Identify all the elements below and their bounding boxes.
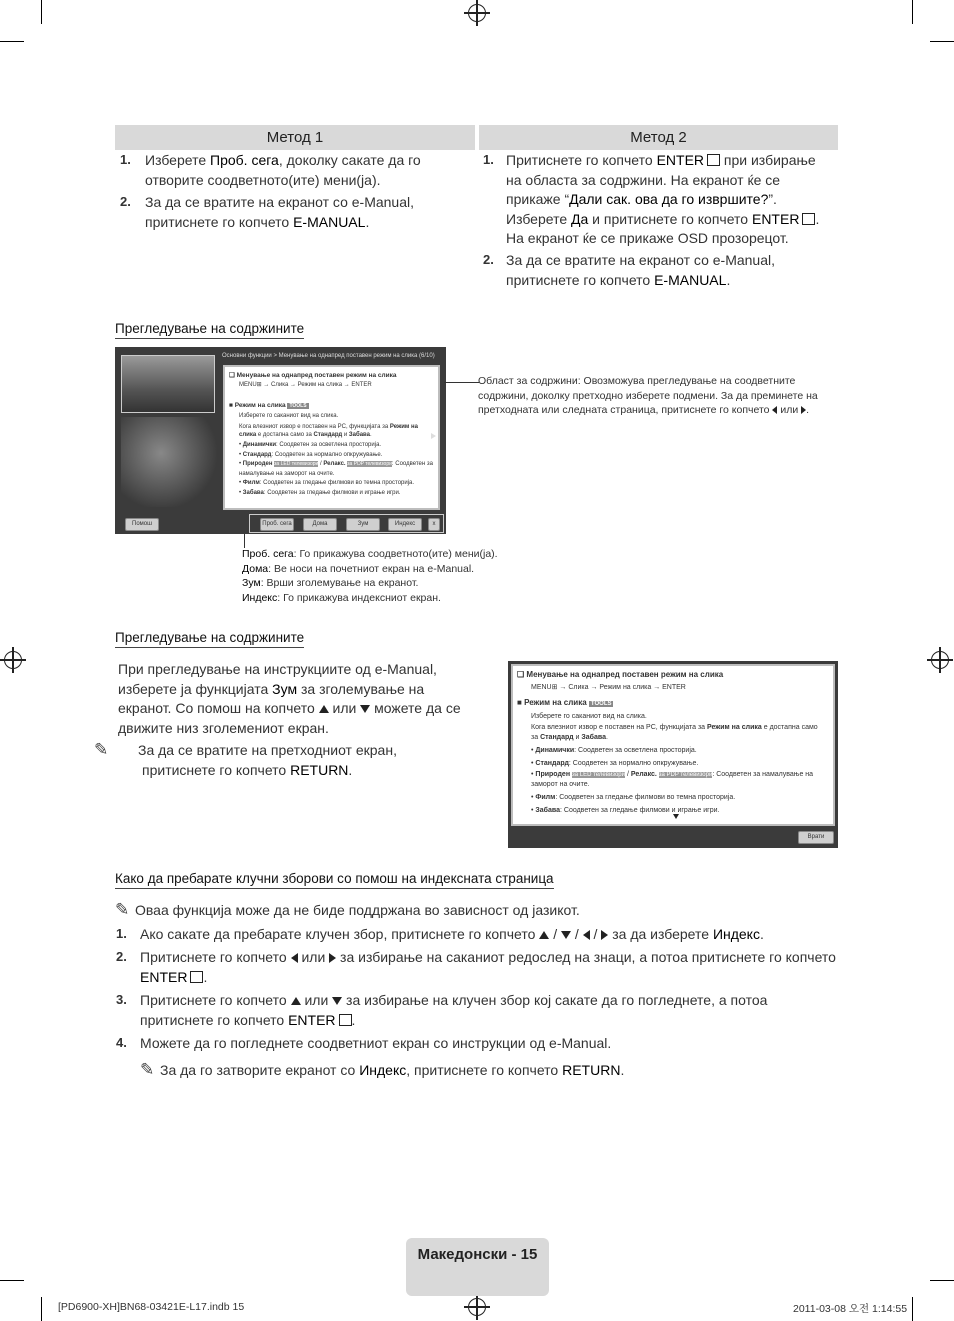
select-text: Изберете го саканиот вид на слика.	[239, 413, 339, 419]
index-step4: Можете да го погледнете соодветниот екран со инструкции од e-Manual.	[140, 1035, 612, 1051]
close-index-note: ✎ За да го затворите екранот со Индекс, притиснете го копчето RETURN.	[140, 1060, 625, 1079]
index-button[interactable]: Индекс	[388, 518, 422, 531]
crop-mark	[912, 0, 913, 24]
up-arrow-icon	[539, 931, 549, 939]
zoom-button[interactable]: Зум	[346, 518, 380, 531]
button-legend: Проб. сега: Го прикажува соодветното(ите) мени(ја). Дома: Ве носи на почетниот екран на e-Manual. Зум: Врши зголемување на екранот. Индекс: Го прикажува индексниот екран.	[242, 548, 498, 605]
index-step1: Ако сакате да пребарате клучен збор, притиснете го копчето / / / за да изберете Индекс.	[140, 926, 764, 942]
chevron-right-icon[interactable]	[431, 433, 436, 439]
article-title: ❑ Менување на однапред поставен режим на слика	[229, 372, 397, 379]
index-step2: Притиснете го копчето или за избирање на саканиот редослед на знаци, а потоа притиснете го копчето ENTER .	[140, 949, 836, 985]
content-area-description: Област за содржини: Овозможува прегледување на соодветните содржини, доколку претходно изберете подмени. За да преминете на претходната или следната страница, притиснете го копчето или .	[478, 375, 818, 416]
note-icon: ✎	[140, 1060, 155, 1079]
step-number: 4.	[116, 1035, 127, 1050]
pc-note: Кога влезниот извор е поставен на PC, функцијата за Режим на слика е достапна само за Стандард и Забава.	[531, 724, 818, 741]
crop-mark	[930, 41, 954, 42]
step-number: 1.	[116, 926, 127, 941]
page-number-label: Македонски - 15	[406, 1238, 549, 1296]
enter-icon	[707, 154, 720, 166]
photo-thumbnail	[121, 355, 215, 413]
footer-timestamp: 2011-03-08 오전 1:14:55	[793, 1303, 908, 1315]
callout-line	[444, 382, 479, 383]
registration-mark-icon	[468, 1298, 486, 1316]
method2-heading: Метод 2	[479, 125, 838, 150]
registration-mark-icon	[931, 651, 949, 669]
home-button[interactable]: Дома	[303, 518, 337, 531]
pc-note: Кога влезниот извор е поставен на PC, функцијата за Режим на слика е достапна само за Стандард и Забава.	[239, 424, 418, 438]
enter-icon	[802, 213, 815, 225]
select-text: Изберете го саканиот вид на слика.	[531, 713, 647, 720]
method2-step1: Притиснете го копчето ENTER при избирање на областа за содржини. На екранот ќе се прикаже “Дали сак. ова да го извршите?”. Изберете Да и притиснете го копчето ENTER . На екранот ќе се прикаже OSD прозорецот.	[506, 152, 820, 246]
step-number: 2.	[116, 949, 127, 964]
menu-path: MENU⊞ → Слика → Режим на слика → ENTER	[531, 684, 686, 691]
crop-mark	[41, 1297, 42, 1321]
zoomed-screen	[508, 661, 838, 848]
up-arrow-icon	[291, 997, 301, 1005]
try-now-button[interactable]: Проб. сега	[260, 518, 294, 531]
down-arrow-icon	[561, 931, 571, 939]
step-number: 2.	[120, 194, 131, 209]
emanual-screen	[115, 347, 446, 534]
step-number: 1.	[483, 152, 494, 167]
left-arrow-icon	[291, 953, 298, 963]
up-arrow-icon	[319, 705, 329, 713]
picture-mode: ■ Режим на слика TOOLS	[517, 698, 612, 707]
tv-illustration	[121, 417, 221, 507]
right-arrow-icon	[801, 406, 806, 414]
back-button[interactable]: Врати	[798, 831, 834, 844]
help-button[interactable]: Помош	[125, 518, 159, 531]
section-title: Како да пребарате клучни зборови со помош на индексната страница	[115, 871, 554, 889]
method2-step2: За да се вратите на екранот со e-Manual, притиснете го копчето E-MANUAL.	[506, 252, 776, 288]
section-title: Прегледување на содржините	[115, 321, 304, 339]
article-title: ❑ Менување на однапред поставен режим на слика	[517, 670, 724, 679]
zoomed-content-area[interactable]	[511, 664, 835, 826]
note-icon: ✎	[115, 900, 130, 919]
breadcrumb: Основни функции > Менување на однапред поставен режим на слика (6/10)	[222, 353, 435, 359]
step-number: 1.	[120, 152, 131, 167]
step-number: 3.	[116, 992, 127, 1007]
bullet-list: • Динамички: Соодветен за осветлена просторија. • Стандард: Соодветен за нормално опкружување. • Природен за LED телевизори / Релакс. за PDP телевизори: Соодветен за намалување на заморот на очите. • Филм: Соодветен за гледање филмови во темна просторија. • Забава: Соодветен за гледање филмови и играње игри.	[239, 442, 433, 496]
language-note: ✎ Оваа функција може да не биде поддржана во зависност од јазикот.	[115, 900, 580, 919]
scroll-down-icon[interactable]	[673, 814, 679, 819]
method1-heading: Метод 1	[115, 125, 475, 150]
method1-step1: Изберете Проб. сега, доколку сакате да го отворите соодветното(ите) мени(ја).	[145, 152, 421, 188]
bullet-list: • Динамички: Соодветен за осветлена просторија. • Стандард: Соодветен за нормално опкружување. • Природен за LED телевизори / Релакс. за PDP телевизори: Соодветен за намалување на заморот на очите. • Филм: Соодветен за гледање филмови во темна просторија. • Забава: Соодветен за гледање филмови и играње игри.	[531, 747, 814, 814]
return-note: ✎ За да се вратите на претходниот екран, притиснете го копчето RETURN.	[94, 740, 397, 778]
crop-mark	[912, 1297, 913, 1321]
registration-mark-icon	[468, 4, 486, 22]
enter-icon	[339, 1014, 352, 1026]
down-arrow-icon	[360, 705, 370, 713]
picture-mode: ■ Режим на слика TOOLS	[229, 402, 307, 409]
crop-mark	[930, 1280, 954, 1281]
close-button[interactable]: x	[428, 518, 440, 531]
crop-mark	[0, 41, 24, 42]
content-area[interactable]	[223, 365, 440, 510]
index-step3: Притиснете го копчето или за избирање на клучен збор кој сакате да го погледнете, а потоа притиснете го копчето ENTER .	[140, 992, 768, 1028]
down-arrow-icon	[332, 997, 342, 1005]
left-arrow-icon	[583, 930, 590, 940]
menu-path: MENU⊞ → Слика → Режим на слика → ENTER	[239, 382, 372, 388]
zoom-paragraph: При прегледување на инструкциите од e-Manual, изберете ја функцијата Зум за зголемување на екранот. Со помош на копчето или можете да се движите низ зголемениот екран.	[118, 661, 461, 736]
registration-mark-icon	[4, 651, 22, 669]
crop-mark	[0, 1280, 24, 1281]
enter-icon	[190, 971, 203, 983]
method1-step2: За да се вратите на екранот со e-Manual, притиснете го копчето E-MANUAL.	[145, 194, 415, 230]
note-icon: ✎	[94, 740, 109, 759]
step-number: 2.	[483, 252, 494, 267]
crop-mark	[41, 0, 42, 24]
footer-file-info: [PD6900-XH]BN68-03421E-L17.indb 15	[58, 1301, 245, 1313]
callout-line	[244, 534, 245, 548]
section-title: Прегледување на содржините	[115, 630, 304, 648]
